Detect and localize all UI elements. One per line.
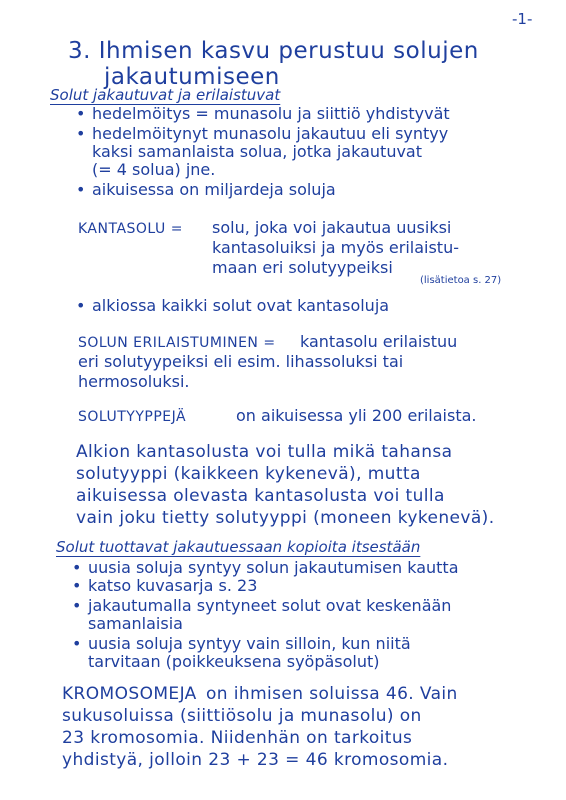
- kromosomeja-line-4: yhdistyä, jolloin 23 + 23 = 46 kromosomia.: [62, 750, 449, 770]
- erilaistuminen-def-line-2: eri solutyypeiksi eli esim. lihassoluksi tai: [78, 352, 404, 371]
- list-item-text: jakautumalla syntyneet solut ovat keskenään: [88, 596, 452, 615]
- kantasolu-note: (lisätietoa s. 27): [420, 275, 502, 286]
- alkion-paragraph-line-2: solutyyppi (kaikkeen kykenevä), mutta: [76, 464, 421, 484]
- chapter-title-line-1: 3. Ihmisen kasvu perustuu solujen: [68, 38, 479, 64]
- kantasolu-def-line-1: solu, joka voi jakautua uusiksi: [212, 218, 452, 237]
- bullet-icon: •: [72, 576, 82, 595]
- alkion-paragraph-line-1: Alkion kantasolusta voi tulla mikä tahansa: [76, 442, 453, 462]
- list-item-text: katso kuvasarja s. 23: [88, 576, 258, 595]
- kantasolu-term: KANTASOLU =: [78, 221, 183, 237]
- list-item: [76, 126, 448, 142]
- bullet-icon: •: [76, 104, 86, 123]
- kromosomeja-line-3: 23 kromosomia. Niidenhän on tarkoitus: [62, 728, 413, 748]
- bullet-icon: •: [76, 124, 86, 143]
- kromosomeja-term: [62, 686, 197, 703]
- kromosomeja-line-1: on ihmisen soluissa 46. Vain: [206, 684, 458, 704]
- list-item-text: aikuisessa on miljardeja soluja: [92, 180, 336, 199]
- erilaistuminen-term: SOLUN ERILAISTUMINEN =: [78, 335, 276, 351]
- alkion-paragraph-line-3: aikuisessa olevasta kantasolusta voi tulla: [76, 486, 445, 506]
- kromosomeja-line-2: sukusoluissa (siittiösolu ja munasolu) on: [62, 706, 422, 726]
- kromosomeja-term-text: KROMOSOMEJA: [62, 684, 197, 704]
- section-heading-2: Solut tuottavat jakautuessaan kopioita itsestään: [56, 538, 421, 556]
- list-item: [76, 298, 389, 314]
- kantasolu-def-line-3: maan eri solutyypeiksi: [212, 258, 393, 277]
- list-item: [76, 182, 336, 198]
- list-item-text: hedelmöitys = munasolu ja siittiö yhdistyvät: [92, 104, 450, 123]
- list-item-text: uusia soluja syntyy vain silloin, kun niitä: [88, 634, 411, 653]
- list-item-continuation: tarvitaan (poikkeuksena syöpäsolut): [88, 652, 380, 671]
- list-item: [72, 636, 411, 652]
- bullet-icon: •: [72, 558, 82, 577]
- list-item-continuation: kaksi samanlaista solua, jotka jakautuvat: [92, 142, 422, 161]
- solutyyppeja-text: on aikuisessa yli 200 erilaista.: [236, 406, 477, 425]
- list-item-text: alkiossa kaikki solut ovat kantasoluja: [92, 296, 390, 315]
- page-number: -1-: [512, 10, 533, 28]
- list-item-continuation: samanlaisia: [88, 614, 183, 633]
- list-item: [72, 578, 257, 594]
- bullet-icon: •: [76, 296, 86, 315]
- list-item: [76, 106, 450, 122]
- list-item-text: uusia soluja syntyy solun jakautumisen kautta: [88, 558, 459, 577]
- alkion-paragraph-line-4: vain joku tietty solutyyppi (moneen kykenevä).: [76, 508, 495, 528]
- section-heading-1: Solut jakautuvat ja erilaistuvat: [50, 86, 281, 104]
- solutyyppeja-term: SOLUTYYPPEJÄ: [78, 409, 187, 425]
- chapter-title-line-2: jakautumiseen: [104, 64, 280, 90]
- erilaistuminen-def-line-3: hermosoluksi.: [78, 372, 190, 391]
- list-item: [72, 560, 459, 576]
- list-item-continuation: (= 4 solua) jne.: [92, 160, 216, 179]
- list-item: [72, 598, 451, 614]
- kantasolu-def-line-2: kantasoluiksi ja myös erilaistu-: [212, 238, 459, 257]
- bullet-icon: •: [72, 634, 82, 653]
- bullet-icon: •: [72, 596, 82, 615]
- bullet-icon: •: [76, 180, 86, 199]
- list-item-text: hedelmöitynyt munasolu jakautuu eli syntyy: [92, 124, 449, 143]
- erilaistuminen-def-line-1: kantasolu erilaistuu: [300, 332, 458, 351]
